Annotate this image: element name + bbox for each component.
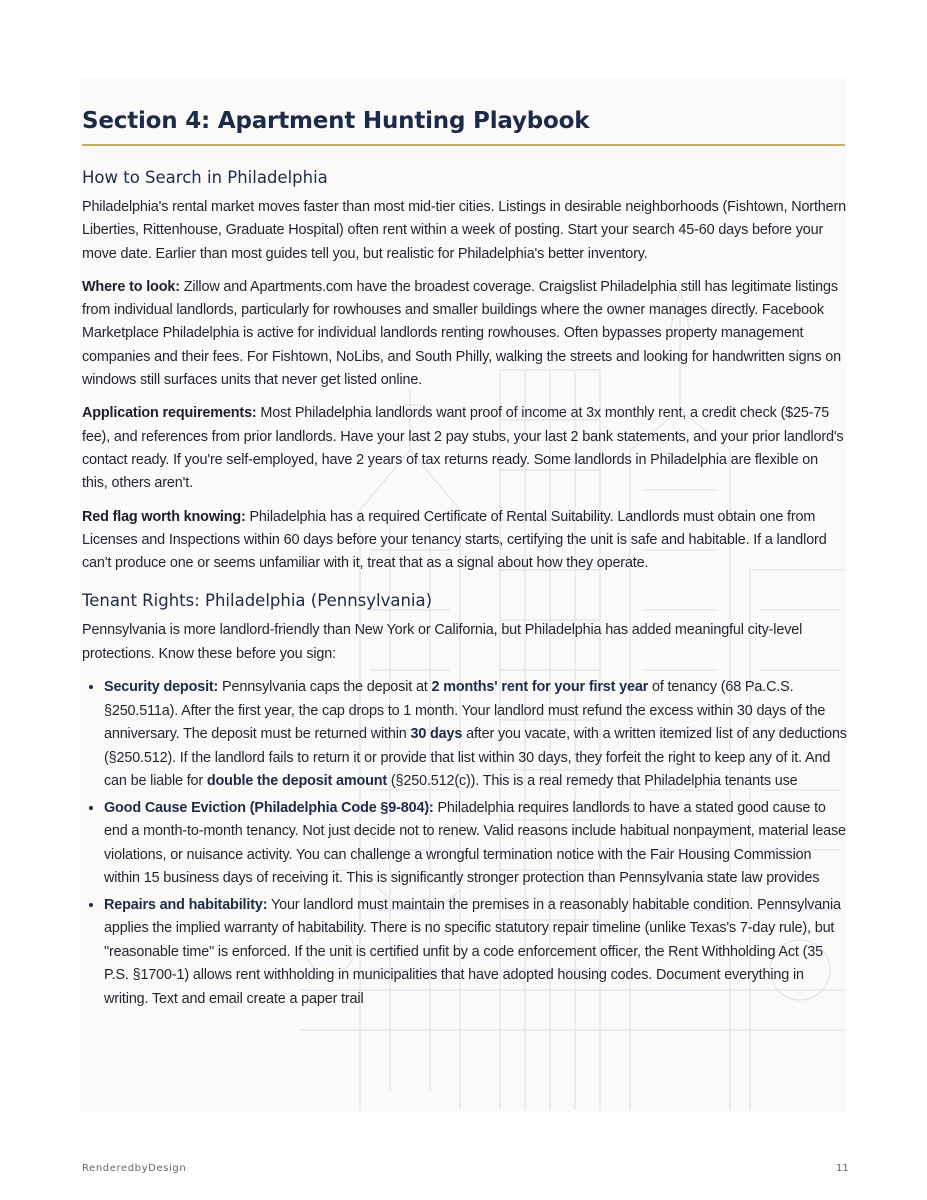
red-flag-paragraph (82, 506, 847, 576)
security-deposit-double-emphasis: double the deposit amount (206, 773, 388, 790)
security-deposit-cap-emphasis: 2 months' rent for your first year (431, 679, 649, 696)
page-number: 11 (836, 1163, 849, 1174)
security-deposit-text-4: (§250.512(c)). This is a real remedy that Philadelphia tenants use (387, 773, 798, 790)
where-to-look-text: Zillow and Apartments.com have the broadest coverage. Craigslist Philadelphia still has legitimate listings from individual landlords, particularly for rowhouses and smaller buildings where the owner manages directly. Facebook Marketplace Philadelphia is active for individual landlords renting rowhouses. Often bypasses property management companies and their fees. For Fishtown, NoLibs, and South Philly, walking the streets and looking for handwritten signs on windows still surfaces units that never get listed online. (82, 278, 841, 389)
tenant-rights-list (82, 676, 847, 1011)
list-item-repairs-habitability (104, 894, 847, 1012)
where-to-look-paragraph (82, 276, 847, 392)
security-deposit-days-emphasis: 30 days (410, 726, 463, 743)
list-item-good-cause-eviction (104, 797, 847, 891)
security-deposit-label: Security deposit: (104, 679, 219, 696)
red-flag-label: Red flag worth knowing: (82, 508, 246, 525)
where-to-look-label: Where to look: (82, 278, 180, 295)
repairs-habitability-label: Repairs and habitability: (104, 896, 268, 913)
application-requirements-paragraph (82, 402, 847, 495)
good-cause-eviction-text: Philadelphia requires landlords to have a stated good cause to end a month-to-month tenancy. Not just decide not to renew. Valid reasons include habitual nonpayment, material lease violations, or nuisance activity. You can challenge a wrongful termination notice with the Fair Housing Commission within 15 business days of receiving it. This is significantly stronger protection than Pennsylvania state law provides (104, 799, 846, 887)
security-deposit-text-3: after you vacate, with a written itemized list of any deductions (§250.512). If the landlord fails to return it or provide that list within 30 days, they forfeit the right to keep any of it. And can be liable for (104, 726, 847, 790)
section-title: Section 4: Apartment Hunting Playbook (82, 108, 590, 134)
search-heading: How to Search in Philadelphia (82, 168, 328, 187)
good-cause-eviction-label: Good Cause Eviction (Philadelphia Code §9-804): (104, 799, 434, 816)
list-item-security-deposit (104, 676, 847, 794)
application-requirements-text: Most Philadelphia landlords want proof of income at 3x monthly rent, a credit check ($25-75 fee), and references from prior landlords. Have your last 2 pay stubs, your last 2 bank statements, and your prior landlord's contact ready. If you're self-employed, have 2 years of tax returns ready. Some landlords in Philadelphia are flexible on this, others aren't. (82, 405, 844, 492)
security-deposit-text-2: of tenancy (68 Pa.C.S. §250.511a). After the first year, the cap drops to 1 month. Your landlord must refund the excess within 30 days of the anniversary. The deposit must be returned within (104, 679, 826, 743)
repairs-habitability-text: Your landlord must maintain the premises in a reasonably habitable condition. Pennsylvania applies the implied warranty of habitability. There is no specific statutory repair timeline (unlike Texas's 7-day rule), but "reasonable time" is enforced. If the unit is certified unfit by a code enforcement officer, the Rent Withholding Act (35 P.S. §1700-1) allows rent withholding in municipalities that have adopted housing codes. Document everything in writing. Text and email create a paper trail (104, 896, 841, 1007)
red-flag-text: Philadelphia has a required Certificate of Rental Suitability. Landlords must obtain one from Licenses and Inspections within 60 days before your tenancy starts, certifying the unit is safe and habitable. If a landlord can't produce one or seems unfamiliar with it, treat that as a signal about how they operate. (82, 508, 827, 572)
tenant-rights-heading: Tenant Rights: Philadelphia (Pennsylvania) (82, 591, 433, 611)
title-divider (82, 144, 845, 146)
search-intro-paragraph: Philadelphia's rental market moves faster than most mid-tier cities. Listings in desirable neighborhoods (Fishtown, Northern Liberties, Rittenhouse, Graduate Hospital) often rent within a week of posting. Start your search 45-60 days before your move date. Earlier than most guides tell you, but realistic for Philadelphia's better inventory. (82, 199, 847, 262)
tenant-rights-intro: Pennsylvania is more landlord-friendly than New York or California, but Philadelphia has added meaningful city-level protections. Know these before you sign: (82, 622, 803, 662)
page-content (82, 108, 847, 1014)
footer-brand: RenderedbyDesign (82, 1163, 187, 1174)
application-requirements-label: Application requirements: (82, 405, 257, 422)
security-deposit-text-1: Pennsylvania caps the deposit at (218, 679, 432, 696)
